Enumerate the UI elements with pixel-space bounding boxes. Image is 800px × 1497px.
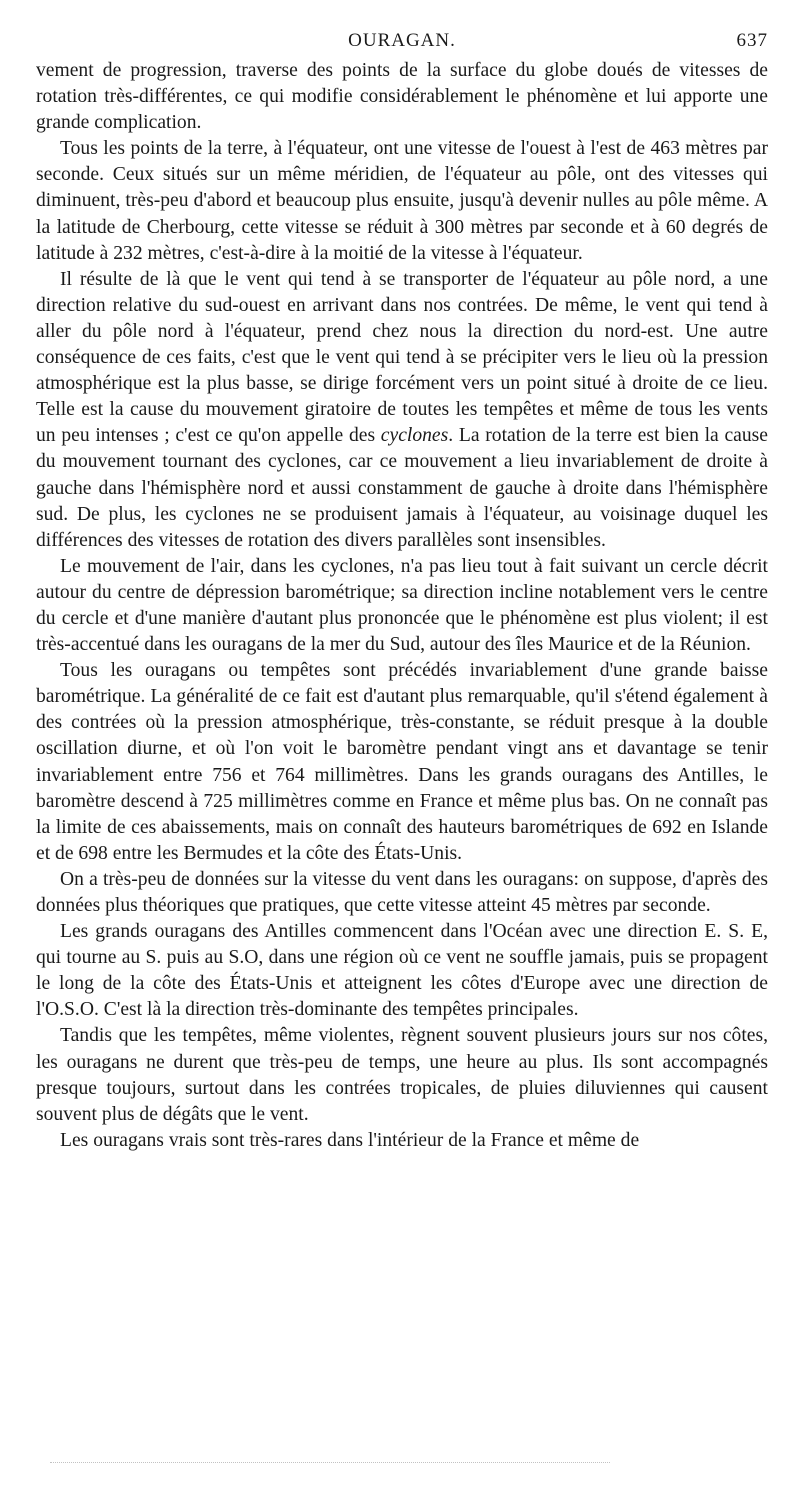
paragraph-9: Les ouragans vrais sont très-rares dans l'intérieur de la France et même de — [60, 1129, 640, 1151]
footer-dotted-rule — [50, 1462, 610, 1469]
paragraph-3-after: . La rotation de la terre est bien la cause du mouvement tournant des cyclones, car ce mouvement a lieu invariablement de droite à gauche dans l'hémisphère nord et aussi constamment de gauche à droite dans l'hémisphère sud. De plus, les cyclones ne se produisent jamais à l'équateur, au voisinage duquel les différences des vitesses de rotation des divers parallèles sont insensibles. — [36, 425, 768, 551]
paragraph-4: Le mouvement de l'air, dans les cyclones, n'a pas lieu tout à fait suivant un cercle décrit autour du centre de dépression barométrique; sa direction incline notablement vers le centre du cercle et d'une manière d'autant plus prononcée que le phénomène est plus violent; il est très-accentué dans les ouragans de la mer du Sud, autour des îles Maurice et de la Réunion. — [36, 555, 768, 656]
cyclones-emphasis: cyclones — [380, 425, 449, 447]
paragraph-5: Tous les ouragans ou tempêtes sont précédés invariablement d'une grande baisse barométrique. La généralité de ce fait est d'autant plus remarquable, qu'il s'étend également à des contrées où la pression atmosphérique, très-constante, se réduit presque à la double oscillation diurne, et où l'on voit le baromètre pendant vingt ans et davantage se tenir invariablement entre 756 et 764 millimètres. Dans les grands ouragans des Antilles, le baromètre descend à 725 millimètres comme en France et même plus bas. On ne connaît pas la limite de ces abaissements, mais on connaît des hauteurs barométriques de 692 en Islande et de 698 entre les Bermudes et la côte des États-Unis. — [36, 660, 768, 864]
paragraph-2: Tous les points de la terre, à l'équateur, ont une vitesse de l'ouest à l'est de 463 mètres par seconde. Ceux situés sur un même méridien, de l'équateur au pôle, ont des vitesses qui diminuent, très-peu d'abord et beaucoup plus ensuite, jusqu'à devenir nulles au pôle même. A la latitude de Cherbourg, cette vitesse se réduit à 300 mètres par seconde et à 60 degrés de latitude à 232 mètres, c'est-à-dire à la moitié de la vitesse à l'équateur. — [36, 138, 768, 264]
running-title: OURAGAN. — [348, 30, 456, 51]
paragraph-1: vement de progression, traverse des points de la surface du globe doués de vitesses de rotation très-différentes, ce qui modifie considérablement le phénomène et lui apporte une grande complication. — [36, 60, 768, 134]
page-number: 637 — [736, 30, 768, 51]
paragraph-3-before: Il résulte de là que le vent qui tend à se transporter de l'équateur au pôle nord, a une direction relative du sud-ouest en arrivant dans nos contrées. De même, le vent qui tend à aller du pôle nord à l'équateur, prend chez nous la direction du nord-est. Une autre conséquence de ces faits, c'est que le vent qui tend à se précipiter vers le lieu où la pression atmosphérique est la plus basse, se dirige forcément vers un point situé à droite de ce lieu. Telle est la cause du mouvement giratoire de toutes les tempêtes et même de tous les vents un peu intenses ; c'est ce qu'on appelle des — [36, 268, 768, 447]
paragraph-3 — [36, 267, 768, 554]
body-text — [36, 58, 768, 1154]
paragraph-6: On a très-peu de données sur la vitesse du vent dans les ouragans: on suppose, d'après des données plus théoriques que pratiques, que cette vitesse atteint 45 mètres par seconde. — [36, 868, 768, 916]
paragraph-8: Tandis que les tempêtes, même violentes, règnent souvent plusieurs jours sur nos côtes, les ouragans ne durent que très-peu de temps, une heure au plus. Ils sont accompagnés presque toujours, surtout dans les contrées tropicales, de pluies diluviennes qui causent souvent plus de dégâts que le vent. — [36, 1025, 768, 1125]
page-header — [36, 30, 768, 58]
paragraph-7: Les grands ouragans des Antilles commencent dans l'Océan avec une direction E. S. E, qui tourne au S. puis au S.O, dans une région où ce vent ne souffle jamais, puis se propagent le long de la côte des États-Unis et atteignent les côtes d'Europe avec une direction de l'O.S.O. C'est là la direction très-dominante des tempêtes principales. — [36, 921, 768, 1021]
document-page — [36, 30, 768, 1154]
